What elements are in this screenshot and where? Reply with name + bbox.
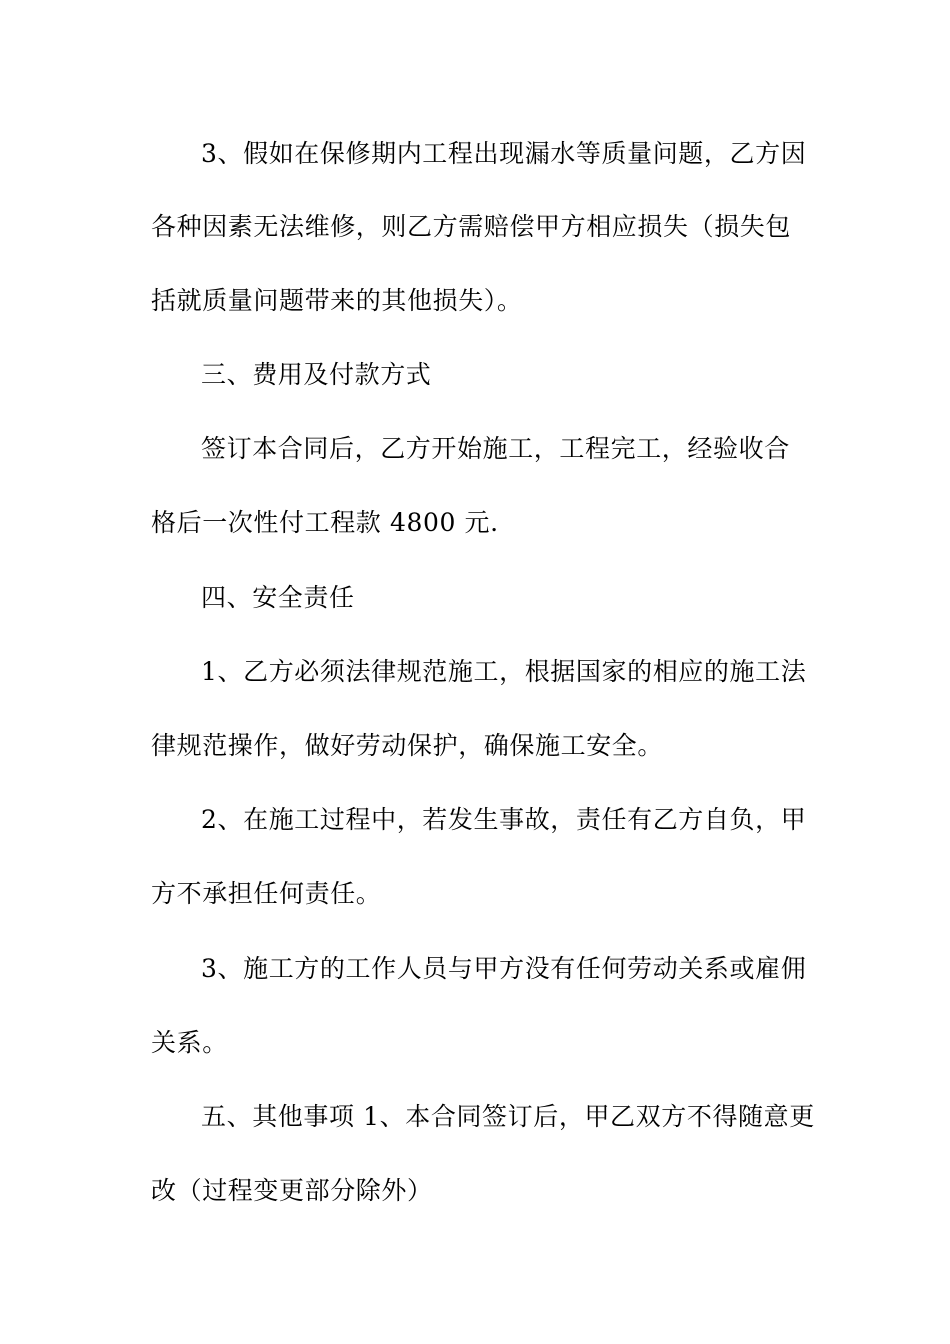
- paragraph-line: 3、施工方的工作人员与甲方没有任何劳动关系或雇佣: [201, 954, 807, 983]
- paragraph-line: 改（过程变更部分除外）: [151, 1176, 433, 1205]
- paragraph-line: 1、乙方必须法律规范施工，根据国家的相应的施工法: [201, 657, 807, 686]
- paragraph-line: 律规范操作，做好劳动保护，确保施工安全。: [151, 731, 664, 760]
- paragraph-line: 格后一次性付工程款 4800 元.: [151, 508, 499, 537]
- paragraph-line: 2、在施工过程中，若发生事故，责任有乙方自负，甲: [201, 805, 807, 834]
- paragraph-line: 签订本合同后，乙方开始施工，工程完工，经验收合: [201, 434, 790, 463]
- paragraph-line: 方不承担任何责任。: [151, 879, 382, 908]
- paragraph-line: 3、假如在保修期内工程出现漏水等质量问题，乙方因: [201, 139, 807, 168]
- paragraph-line: 关系。: [151, 1028, 228, 1057]
- paragraph-line: 括就质量问题带来的其他损失）。: [151, 286, 523, 315]
- section-heading: 三、费用及付款方式: [201, 360, 432, 389]
- paragraph-line: 各种因素无法维修，则乙方需赔偿甲方相应损失（损失包: [151, 212, 792, 241]
- section-heading: 五、其他事项 1、本合同签订后，甲乙双方不得随意更: [201, 1102, 815, 1131]
- section-heading: 四、安全责任: [201, 583, 355, 612]
